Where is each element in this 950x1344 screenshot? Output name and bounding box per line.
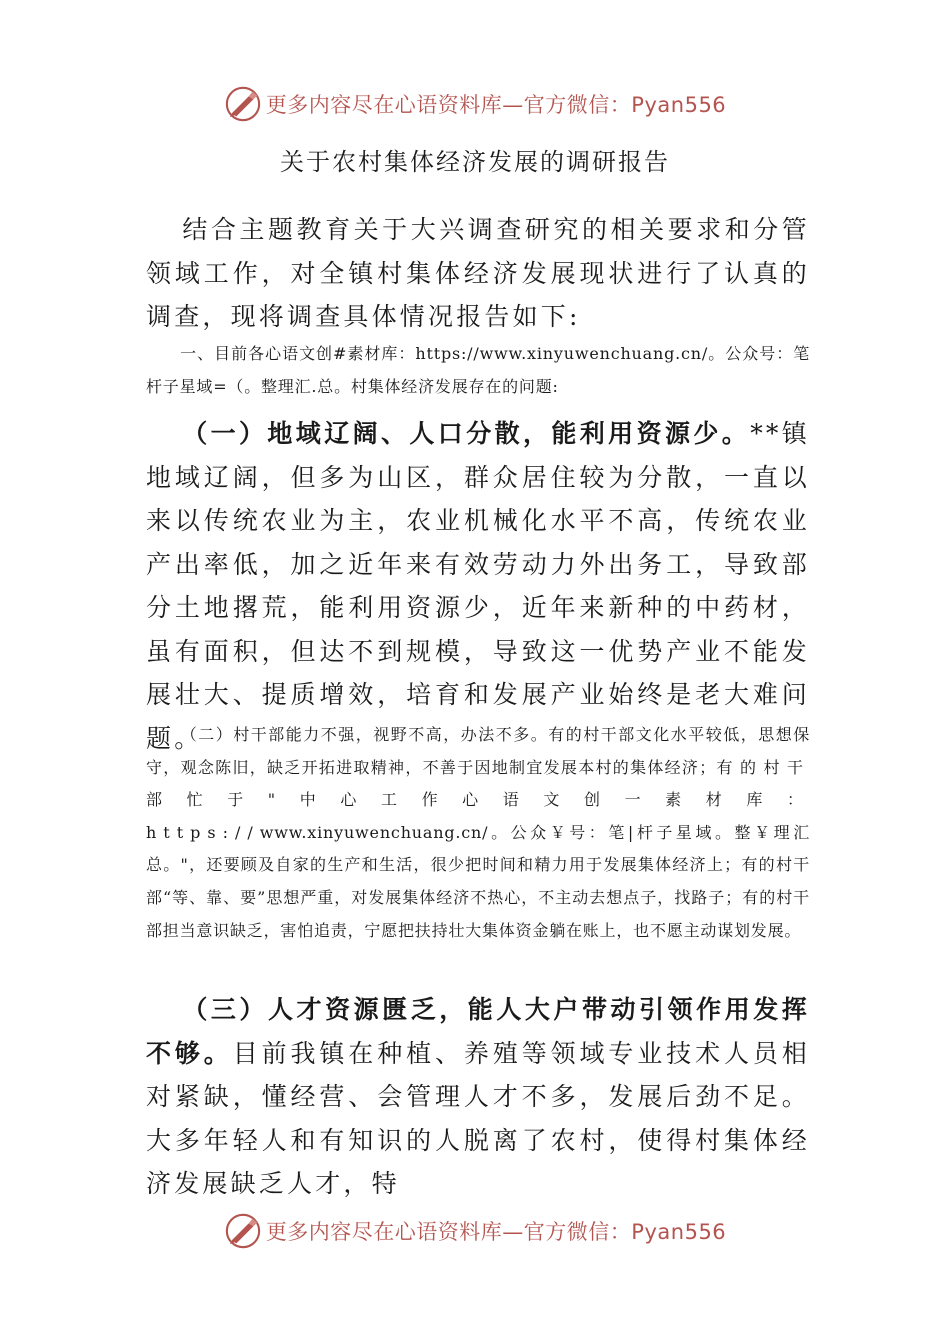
paragraph-2-part-3: www.xinyuwenchuang.cn/。公众￥号：笔|杆子星域。整￥理汇总。"，还要顾及自家的生产和生活，很少把时间和精力用于发展集体经济上；有的村干部“等、靠、要”思想严重，对发展集体经济不热心，不主动去想点子，找路子；有的村干部担当意识缺乏，害怕追责，宁愿把扶持壮大集体资金躺在账上，也不愿主动谋划发展。 — [146, 822, 810, 940]
paragraph-2 — [146, 719, 810, 947]
pen-nib-logo-icon — [224, 1212, 262, 1250]
document-title: 关于农村集体经济发展的调研报告 — [280, 148, 670, 176]
paragraph-1-heading: （一）地域辽阔、人口分散，能利用资源少。 — [182, 419, 751, 448]
paragraph-1-body: **镇地域辽阔，但多为山区，群众居住较为分散，一直以来以传统农业为主，农业机械化水平不高，传统农业产出率低，加之近年来有效劳动力外出务工，导致部分土地撂荒，能利用资源少，近年来新种的中药材，虽有面积，但达不到规模，导致这一优势产业不能发展壮大、提质增效，培育和发展产业始终是老大难问题。 — [146, 419, 810, 753]
intro-text: 结合主题教育关于大兴调查研究的相关要求和分管领域工作，对全镇村集体经济发展现状进行了认真的调查，现将调查具体情况报告如下: — [146, 215, 810, 331]
paragraph-2-part-2: 有的村干部忙于"中心工作心语文创一素材库：https:// — [146, 757, 810, 842]
paragraph-3-heading: （三）人才资源匮乏，能人大户带动引领作用发挥不够。 — [146, 995, 810, 1068]
banner-text: 更多内容尽在心语资料库—官方微信：Pyan556 — [265, 1220, 727, 1244]
intro-paragraph — [146, 208, 810, 339]
paragraph-1 — [146, 412, 810, 760]
footer-banner — [0, 1211, 950, 1251]
section-heading-line — [146, 338, 810, 403]
paragraph-3-body: 目前我镇在种植、养殖等领域专业技术人员相对紧缺，懂经营、会管理人才不多，发展后劲不足。大多年轻人和有知识的人脱离了农村，使得村集体经济发展缺乏人才，特 — [146, 1038, 810, 1198]
paragraph-2-part-1: （二）村干部能力不强，视野不高，办法不多。有的村干部文化水平较低，思想保守，观念陈旧，缺乏开拓进取精神，不善于因地制宜发展本村的集体经济； — [146, 725, 810, 777]
paragraph-3 — [146, 988, 810, 1206]
banner-text: 更多内容尽在心语资料库—官方微信：Pyan556 — [265, 93, 727, 117]
section-heading-text: 一、目前各心语文创#素材库：https://www.xinyuwenchuang.cn/。公众号：笔杆子星域=（。整理汇.总。村集体经济发展存在的问题: — [146, 344, 810, 396]
pen-nib-logo-icon — [224, 85, 262, 123]
header-banner — [0, 84, 950, 124]
